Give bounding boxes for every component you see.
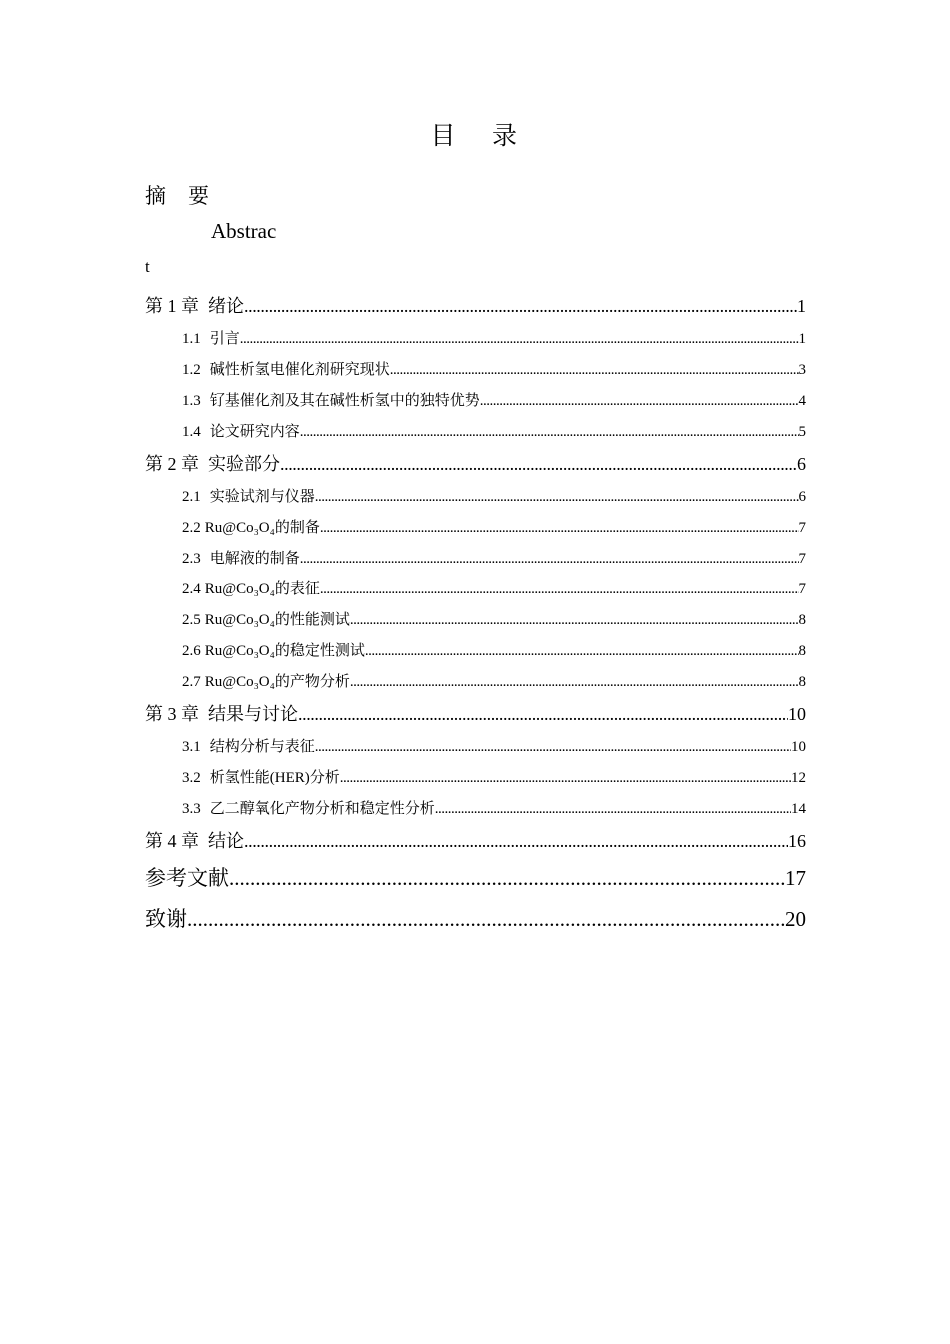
- title-char-2: 录: [492, 123, 520, 150]
- abstract-cn-char-1: 摘: [145, 184, 166, 208]
- toc-page-number: 3: [798, 362, 806, 378]
- toc-leader-dots: [240, 331, 799, 348]
- toc-entry-label: 3.1 结构分析与表征: [182, 739, 315, 755]
- toc-entry-label: 致谢: [145, 907, 187, 931]
- toc-entry[interactable]: [182, 766, 806, 787]
- toc-entry[interactable]: [145, 903, 806, 933]
- toc-entry-label: 2.3 电解液的制备: [182, 551, 300, 567]
- toc-page-number: 20: [785, 907, 806, 931]
- toc-entry-label: 1.2 碱性析氢电催化剂研究现状: [182, 362, 390, 378]
- toc-entry-abstract-cn[interactable]: [145, 180, 209, 210]
- toc-entry[interactable]: [182, 389, 806, 410]
- toc-page-number: 7: [798, 520, 806, 536]
- toc-page-number: 1: [798, 331, 806, 347]
- toc-entry-label: 1.3 钌基催化剂及其在碱性析氢中的独特优势: [182, 393, 480, 409]
- toc-leader-dots: [350, 674, 799, 691]
- toc-page-number: 6: [797, 454, 806, 474]
- toc-leader-dots: [320, 581, 799, 598]
- toc-leader-dots: [187, 907, 785, 932]
- toc-leader-dots: [480, 393, 799, 410]
- toc-entry[interactable]: [182, 420, 806, 441]
- toc-entry-label: 2.2 Ru@Co₃O₄的制备: [182, 520, 320, 536]
- toc-entry-label: 参考文献: [145, 866, 229, 890]
- toc-page-number: 8: [798, 643, 806, 659]
- toc-page-number: 8: [798, 612, 806, 628]
- title-char-1: 目: [430, 123, 458, 150]
- toc-entry-label: 2.1 实验试剂与仪器: [182, 489, 315, 505]
- toc-page-number: 6: [798, 489, 806, 505]
- toc-leader-dots: [298, 704, 788, 725]
- toc-leader-dots: [244, 831, 788, 852]
- toc-entry[interactable]: [145, 450, 806, 476]
- toc-page-number: 7: [798, 581, 806, 597]
- toc-leader-dots: [350, 612, 799, 629]
- toc-entry-label: 1.4 论文研究内容: [182, 424, 300, 440]
- toc-leader-dots: [244, 296, 797, 317]
- toc-entry[interactable]: [182, 327, 806, 348]
- toc-entry-label: 2.4 Ru@Co₃O₄的表征: [182, 581, 320, 597]
- toc-entry[interactable]: [182, 639, 806, 660]
- toc-entry-label: 第 4 章 结论: [145, 831, 244, 851]
- toc-entry[interactable]: [182, 608, 806, 629]
- toc-page-number: 7: [798, 551, 806, 567]
- toc-leader-dots: [435, 801, 791, 818]
- toc-leader-dots: [315, 489, 799, 506]
- toc-page-number: 8: [798, 674, 806, 690]
- toc-entry[interactable]: [182, 358, 806, 379]
- toc-page-number: 10: [791, 739, 806, 755]
- toc-entry-abstract-en-wrap[interactable]: t: [145, 257, 150, 276]
- toc-entry-abstract-en[interactable]: Abstrac: [211, 219, 277, 243]
- toc-entry[interactable]: [182, 735, 806, 756]
- toc-leader-dots: [315, 739, 791, 756]
- toc-entry-label: 第 2 章 实验部分: [145, 454, 280, 474]
- toc-leader-dots: [300, 424, 799, 441]
- toc-leader-dots: [229, 866, 785, 891]
- toc-entry-label: 2.5 Ru@Co₃O₄的性能测试: [182, 612, 350, 628]
- toc-page-number: 10: [788, 704, 806, 724]
- toc-entry[interactable]: [182, 670, 806, 691]
- toc-entry[interactable]: [182, 797, 806, 818]
- toc-page-number: 12: [791, 770, 806, 786]
- abstract-cn-char-2: 要: [188, 184, 209, 208]
- toc-entry-label: 2.6 Ru@Co₃O₄的稳定性测试: [182, 643, 365, 659]
- toc-entry[interactable]: [182, 516, 806, 537]
- toc-entry-label: 3.3 乙二醇氧化产物分析和稳定性分析: [182, 801, 435, 817]
- toc-leader-dots: [300, 551, 799, 568]
- toc-entry[interactable]: [182, 577, 806, 598]
- toc-page-number: 4: [798, 393, 806, 409]
- toc-page-number: 14: [791, 801, 806, 817]
- toc-entry[interactable]: [145, 292, 806, 318]
- toc-entry-label: 第 1 章 绪论: [145, 296, 244, 316]
- toc-leader-dots: [280, 454, 797, 475]
- toc-entry[interactable]: [145, 827, 806, 853]
- page-title: [0, 116, 950, 152]
- toc-page-number: 1: [797, 296, 806, 316]
- toc-page-number: 5: [798, 424, 806, 440]
- toc-entry[interactable]: [182, 547, 806, 568]
- toc-entry-label: 1.1 引言: [182, 331, 240, 347]
- toc-leader-dots: [320, 520, 799, 537]
- toc-leader-dots: [390, 362, 799, 379]
- toc-page-number: 17: [785, 866, 806, 890]
- toc-entry[interactable]: [145, 862, 806, 892]
- toc-entry-label: 2.7 Ru@Co₃O₄的产物分析: [182, 674, 350, 690]
- toc-leader-dots: [365, 643, 799, 660]
- toc-page-number: 16: [788, 831, 806, 851]
- toc-leader-dots: [340, 770, 791, 787]
- toc-entry-label: 第 3 章 结果与讨论: [145, 704, 298, 724]
- toc-entry-label: 3.2 析氢性能(HER)分析: [182, 770, 340, 786]
- toc-entry[interactable]: [145, 700, 806, 726]
- toc-entry[interactable]: [182, 485, 806, 506]
